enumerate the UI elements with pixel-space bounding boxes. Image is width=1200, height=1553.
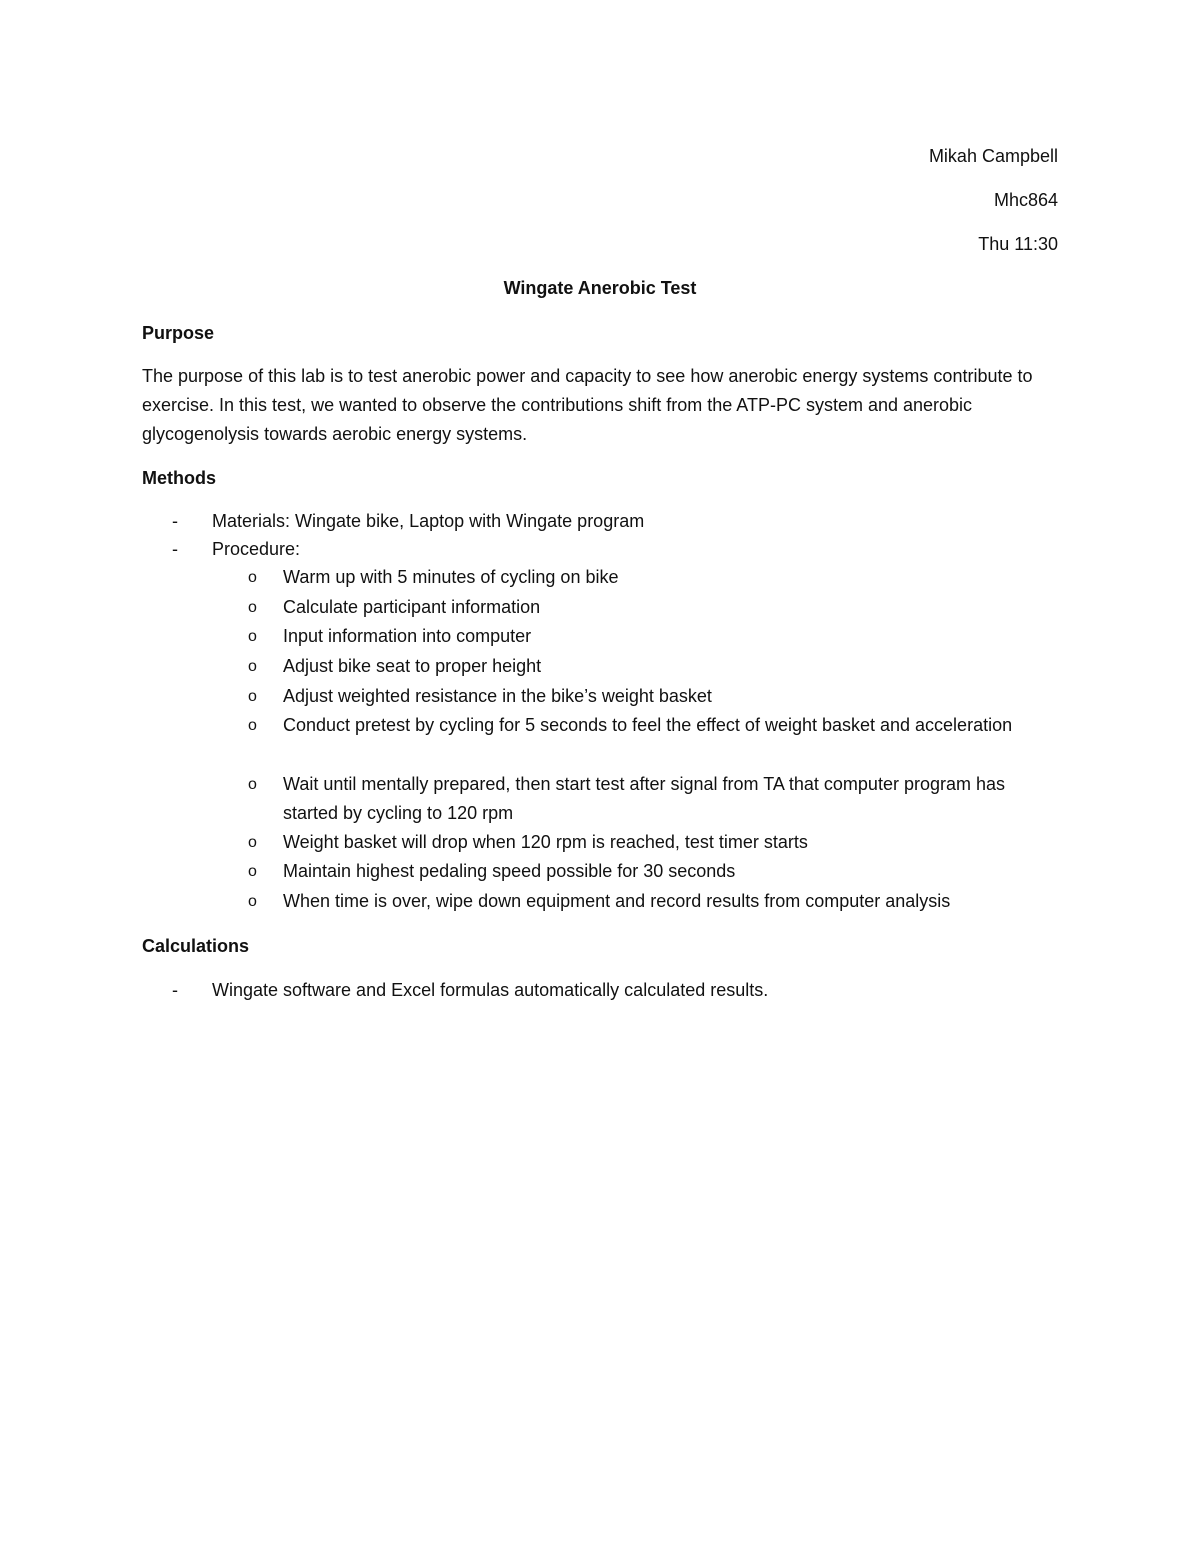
- procedure-step: [248, 593, 1062, 622]
- step-text: Calculate participant information: [283, 597, 541, 617]
- circle-bullet-icon: o: [248, 628, 257, 645]
- list-item: [172, 509, 644, 533]
- procedure-step: [248, 887, 1062, 916]
- step-text: Maintain highest pedaling speed possible for 30 seconds: [283, 861, 736, 881]
- class-section: Thu 11:30: [978, 234, 1058, 254]
- circle-bullet-icon: o: [248, 776, 257, 793]
- student-id: Mhc864: [993, 190, 1058, 210]
- author-name: Mikah Campbell: [928, 146, 1058, 166]
- step-text: Weight basket will drop when 120 rpm is reached, test timer starts: [283, 832, 808, 852]
- procedure-step: [248, 682, 1062, 711]
- procedure-step: [248, 622, 1062, 651]
- document-title: Wingate Anerobic Test: [503, 278, 697, 298]
- step-text: Adjust bike seat to proper height: [283, 656, 542, 676]
- dash-bullet: -: [172, 539, 178, 559]
- step-text: Adjust weighted resistance in the bike’s weight basket: [283, 686, 712, 706]
- procedure-step: [248, 563, 1062, 592]
- step-text: Conduct pretest by cycling for 5 seconds to feel the effect of weight basket and acceleration: [283, 715, 1013, 735]
- circle-bullet-icon: o: [248, 717, 257, 734]
- procedure-step: [248, 711, 1062, 740]
- list-item: [172, 978, 768, 1002]
- list-item: [172, 537, 300, 561]
- step-text: Input information into computer: [283, 626, 532, 646]
- circle-bullet-icon: o: [248, 658, 257, 675]
- procedure-label: Procedure:: [212, 539, 301, 559]
- calculations-text: Wingate software and Excel formulas automatically calculated results.: [212, 980, 769, 1000]
- circle-bullet-icon: o: [248, 688, 257, 705]
- methods-heading: Methods: [142, 468, 216, 488]
- procedure-step: [248, 770, 1062, 828]
- dash-bullet: -: [172, 980, 178, 1000]
- purpose-paragraph: The purpose of this lab is to test anerobic power and capacity to see how anerobic energy systems contribute to exercise. In this test, we wanted to observe the contributions shift from the ATP-PC system and anerobic glycogenolysis towards aerobic energy systems.: [142, 366, 1033, 444]
- circle-bullet-icon: o: [248, 599, 257, 616]
- circle-bullet-icon: o: [248, 834, 257, 851]
- dash-bullet: -: [172, 511, 178, 531]
- step-text: Warm up with 5 minutes of cycling on bike: [283, 567, 619, 587]
- purpose-heading: Purpose: [142, 323, 215, 343]
- procedure-step: [248, 857, 1062, 886]
- circle-bullet-icon: o: [248, 893, 257, 910]
- procedure-step: [248, 652, 1062, 681]
- calculations-heading: Calculations: [142, 936, 250, 956]
- materials-text: Materials: Wingate bike, Laptop with Wingate program: [212, 511, 645, 531]
- procedure-step: [248, 828, 1062, 857]
- step-text: Wait until mentally prepared, then start test after signal from TA that computer program has started by cycling to 120 rpm: [283, 774, 1005, 823]
- circle-bullet-icon: o: [248, 863, 257, 880]
- circle-bullet-icon: o: [248, 569, 257, 586]
- step-text: When time is over, wipe down equipment and record results from computer analysis: [283, 891, 951, 911]
